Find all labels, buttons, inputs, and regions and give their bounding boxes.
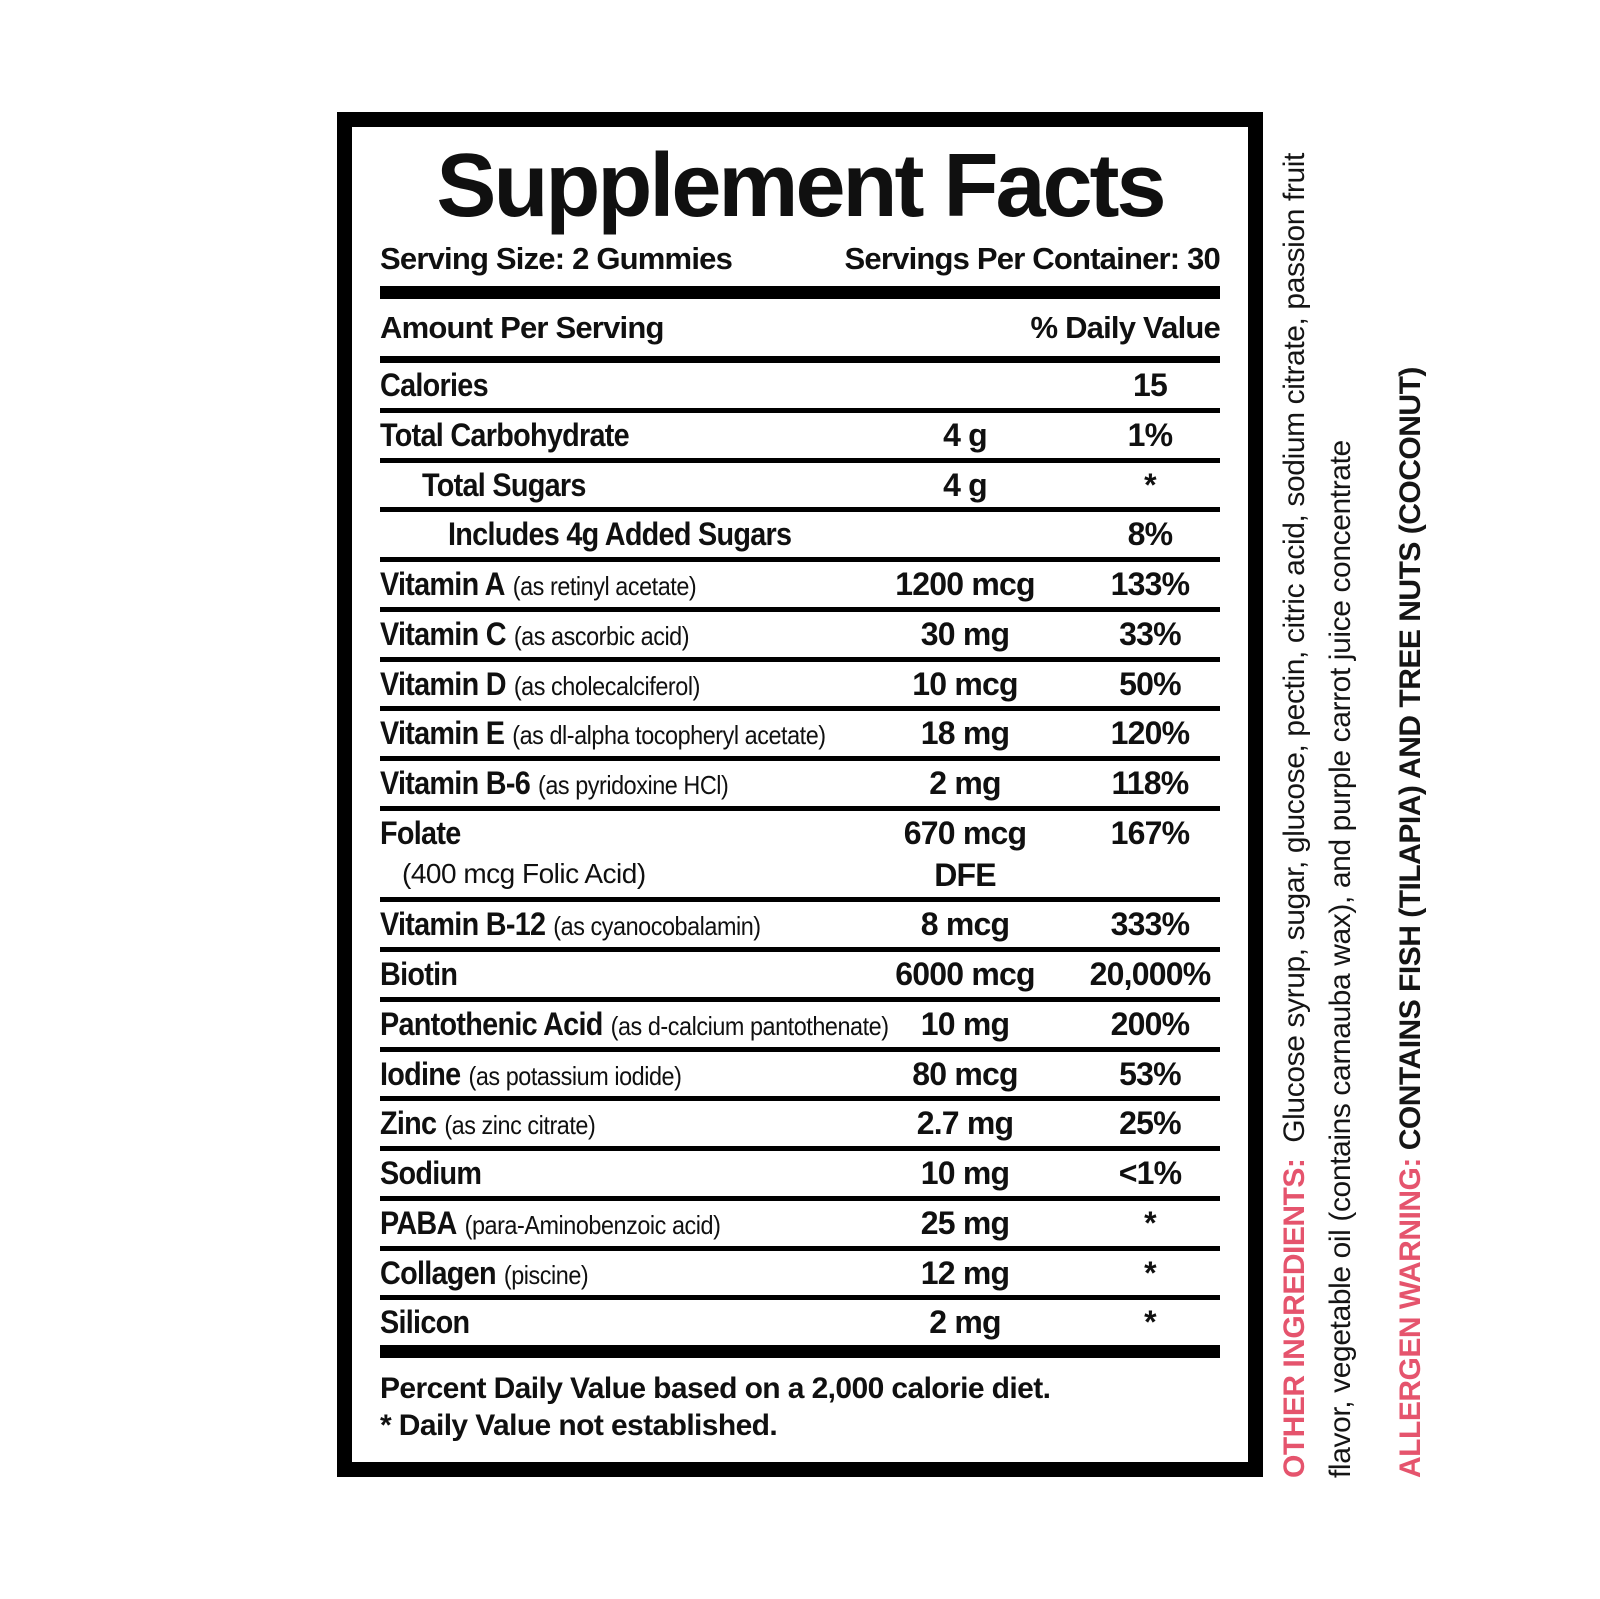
nutrient-daily-value: 333%	[1110, 906, 1190, 943]
nutrient-daily-value: 20,000%	[1089, 956, 1211, 992]
nutrient-name-cell	[380, 1205, 850, 1243]
footnotes	[380, 1358, 1220, 1444]
serving-size-text: Serving Size: 2 Gummies	[380, 241, 733, 276]
servings-per-container-text: Servings Per Container: 30	[844, 241, 1220, 276]
table-row	[380, 413, 1220, 463]
nutrient-daily-value: 133%	[1110, 566, 1190, 602]
table-row	[380, 902, 1220, 952]
nutrient-name-cell	[380, 1304, 850, 1342]
nutrient-amount: 18 mg	[920, 715, 1010, 752]
panel-title: Supplement Facts	[436, 136, 1164, 236]
table-row	[380, 1201, 1220, 1251]
nutrient-daily-value: *	[1144, 1254, 1156, 1291]
nutrient-amount-line2: DFE	[934, 856, 996, 893]
nutrient-name: Includes 4g Added Sugars	[448, 516, 792, 553]
nutrient-detail: (as dl-alpha tocopheryl acetate)	[512, 720, 826, 751]
nutrient-amount: 10 mg	[920, 1155, 1010, 1191]
table-row	[380, 662, 1220, 712]
other-ingredients-line1: Glucose syrup, sugar, glucose, pectin, citric acid, sodium citrate, passion fruit	[1278, 153, 1311, 1143]
nutrient-daily-value: 200%	[1110, 1005, 1190, 1042]
footnote-not-established: * Daily Value not established.	[380, 1409, 778, 1442]
nutrient-daily-value: 53%	[1119, 1055, 1181, 1092]
nutrient-daily-value: *	[1144, 466, 1156, 503]
nutrient-amount: 10 mcg	[912, 665, 1018, 702]
nutrient-name-cell	[380, 906, 850, 944]
nutrient-amount: 80 mcg	[912, 1055, 1018, 1092]
nutrient-name: Biotin	[380, 956, 458, 992]
divider-thick-top	[380, 286, 1220, 299]
side-notes-rotated	[1272, 110, 1462, 1478]
nutrient-name-cell	[380, 566, 850, 604]
nutrient-name-cell	[380, 616, 850, 654]
nutrient-name-cell	[380, 765, 850, 803]
nutrient-name: Zinc	[380, 1105, 437, 1142]
nutrient-name: Vitamin D	[380, 665, 506, 702]
supplement-facts-panel	[337, 112, 1263, 1477]
allergen-warning	[1388, 110, 1434, 1478]
nutrient-name-cell	[380, 367, 850, 405]
nutrient-name: Vitamin B-6	[380, 765, 530, 801]
allergen-warning-text: CONTAINS FISH (TILAPIA) AND TREE NUTS (COCONUT)	[1394, 367, 1427, 1151]
table-row	[380, 463, 1220, 513]
nutrient-amount: 2 mg	[929, 1304, 1001, 1341]
nutrient-daily-value: *	[1144, 1304, 1156, 1341]
nutrient-daily-value: <1%	[1118, 1155, 1182, 1191]
nutrient-detail: (as cholecalciferol)	[513, 670, 700, 701]
nutrient-daily-value: 118%	[1111, 765, 1189, 801]
nutrient-amount: 6000 mcg	[895, 956, 1035, 992]
nutrient-detail: (as d-calcium pantothenate)	[610, 1010, 889, 1041]
nutrient-name-line2: (400 mcg Folic Acid)	[402, 857, 646, 889]
table-row	[380, 562, 1220, 612]
table-row	[380, 811, 1220, 903]
nutrient-amount: 8 mcg	[920, 906, 1010, 943]
nutrient-daily-value: 33%	[1119, 615, 1181, 652]
nutrient-name: Iodine	[380, 1055, 461, 1092]
nutrient-amount: 4 g	[943, 416, 987, 453]
nutrient-name: Vitamin C	[380, 615, 506, 652]
nutrient-name: PABA	[380, 1204, 457, 1241]
nutrient-name: Sodium	[380, 1155, 482, 1191]
nutrient-name: Total Carbohydrate	[380, 416, 629, 453]
nutrient-amount: 25 mg	[920, 1204, 1010, 1241]
nutrient-daily-value: 1%	[1127, 416, 1173, 453]
nutrient-name-cell	[380, 1255, 850, 1293]
side-notes-text	[1272, 110, 1462, 1478]
nutrient-name-cell	[380, 1056, 850, 1094]
column-header-amount: Amount Per Serving	[380, 310, 664, 345]
column-header-daily-value: % Daily Value	[1030, 310, 1220, 345]
table-row	[380, 1002, 1220, 1052]
table-row	[380, 612, 1220, 662]
nutrient-detail: (as zinc citrate)	[444, 1110, 596, 1141]
nutrient-detail: (para-Aminobenzoic acid)	[464, 1209, 721, 1240]
nutrient-daily-value: 120%	[1110, 715, 1190, 752]
nutrient-amount: 10 mg	[920, 1005, 1010, 1042]
nutrient-amount: 30 mg	[920, 615, 1010, 652]
table-row	[380, 711, 1220, 761]
nutrient-amount: 1200 mcg	[895, 566, 1035, 602]
nutrient-detail: (as pyridoxine HCl)	[537, 770, 729, 800]
nutrient-name-cell	[380, 666, 850, 704]
nutrient-name-cell	[380, 1005, 889, 1044]
nutrient-name: Vitamin B-12	[380, 906, 546, 943]
nutrient-name-cell	[380, 516, 850, 554]
table-row	[380, 952, 1220, 1002]
nutrient-amount: 12 mg	[920, 1254, 1010, 1291]
table-row	[380, 363, 1220, 413]
nutrient-name-cell	[380, 467, 850, 505]
serving-info-row	[380, 241, 1220, 277]
nutrient-amount: 670 mcg DFE	[850, 815, 1080, 895]
other-ingredients-label: OTHER INGREDIENTS:	[1278, 1158, 1311, 1478]
nutrient-detail: (as ascorbic acid)	[513, 620, 690, 651]
table-row	[380, 1052, 1220, 1102]
nutrient-rows	[380, 363, 1220, 1345]
nutrient-amount: 4 g	[943, 466, 987, 503]
nutrient-detail: (as retinyl acetate)	[512, 571, 697, 601]
table-row	[380, 512, 1220, 562]
nutrient-name-cell	[380, 715, 850, 753]
divider-thick-bottom	[380, 1345, 1220, 1358]
nutrient-daily-value: 25%	[1119, 1105, 1181, 1142]
nutrient-name: Total Sugars	[422, 466, 586, 503]
nutrient-name-cell	[380, 1105, 850, 1143]
divider-medium-header	[380, 356, 1220, 363]
nutrient-name-cell	[380, 417, 850, 455]
nutrient-name-cell	[380, 956, 850, 994]
nutrient-name: Vitamin A	[380, 566, 505, 602]
nutrient-name: Vitamin E	[380, 715, 505, 752]
other-ingredients	[1272, 110, 1364, 1478]
nutrient-amount: 2 mg	[929, 765, 1001, 801]
nutrient-name: Silicon	[380, 1304, 470, 1341]
nutrient-name: Calories	[380, 367, 488, 403]
nutrient-daily-value: 50%	[1119, 665, 1181, 702]
table-row	[380, 1101, 1220, 1151]
nutrient-daily-value: *	[1144, 1204, 1156, 1241]
nutrient-name-cell	[380, 1155, 850, 1193]
nutrient-detail: (as cyanocobalamin)	[553, 911, 761, 942]
nutrient-name: Folate	[380, 814, 461, 851]
nutrient-detail: (piscine)	[503, 1259, 589, 1290]
nutrient-daily-value: 8%	[1127, 516, 1173, 553]
nutrient-name-cell	[380, 815, 850, 890]
table-row	[380, 1151, 1220, 1201]
footnote-daily-value: Percent Daily Value based on a 2,000 calorie diet.	[380, 1372, 1051, 1405]
nutrient-daily-value: 15	[1133, 367, 1167, 403]
table-row	[380, 1300, 1220, 1345]
table-row	[380, 1251, 1220, 1301]
nutrient-daily-value: 167%	[1110, 814, 1190, 851]
column-header-row	[380, 299, 1220, 356]
nutrient-detail: (as potassium iodide)	[468, 1060, 682, 1091]
nutrient-amount: 2.7 mg	[916, 1105, 1014, 1142]
allergen-warning-label: ALLERGEN WARNING:	[1394, 1158, 1427, 1478]
nutrient-name: Pantothenic Acid	[380, 1005, 603, 1042]
table-row	[380, 761, 1220, 811]
nutrient-name: Collagen	[380, 1254, 496, 1291]
other-ingredients-line2: flavor, vegetable oil (contains carnauba wax), and purple carrot juice concentrate	[1324, 440, 1357, 1478]
